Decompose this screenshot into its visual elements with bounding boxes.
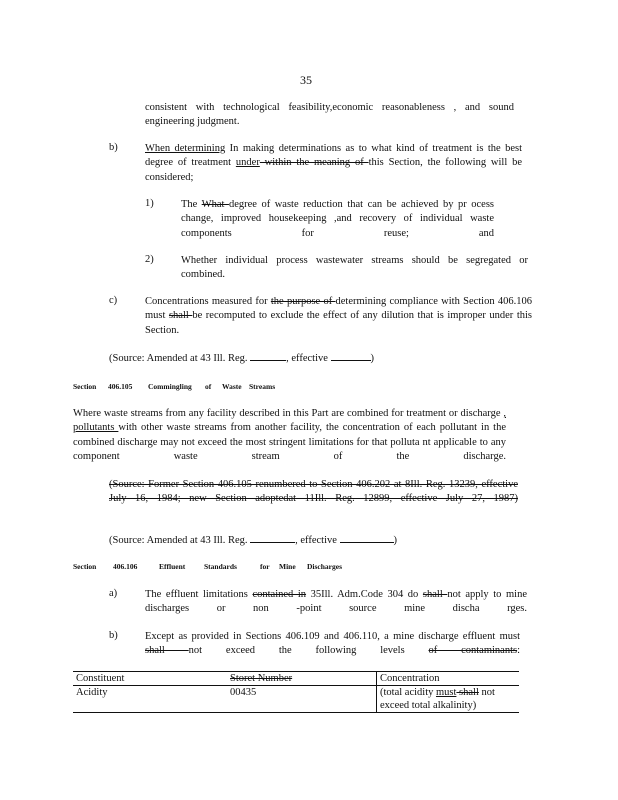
item-b-deleted-within: within the meaning of (259, 157, 369, 169)
item-c-label: c) (109, 295, 118, 306)
source-2-text2: , effective (295, 535, 337, 546)
source-note-2 (109, 533, 397, 546)
source-2-effective-blank (340, 533, 394, 543)
section-106-number: 406.106 (113, 562, 138, 571)
section-105-word: Section (73, 382, 97, 391)
sub-1-deleted: What (201, 199, 229, 210)
section-106-word: Section (73, 562, 97, 571)
source-2-reg-blank (250, 533, 295, 543)
section-105-title-w3: Waste (222, 382, 242, 391)
para-a-line2-block (145, 115, 514, 129)
item-106a-deleted-shall: shall (422, 589, 448, 600)
sub-1-text (181, 198, 494, 255)
item-c-text (145, 295, 532, 352)
effluent-standards-table (73, 671, 519, 713)
header-storet-struck: Storet Number (230, 673, 293, 684)
page-number: 35 (300, 73, 312, 87)
source-1-effective-blank (331, 351, 371, 361)
section-105-heading (73, 382, 313, 391)
section-105-number: 406.105 (108, 382, 133, 391)
item-106a-post: not apply to mine discharges or non -point source mine discha rges. (145, 589, 527, 615)
source-1-text2: , effective (286, 353, 328, 364)
item-c-pre: Concentrations measured for (145, 296, 271, 307)
cell-storet: 00435 (227, 686, 377, 713)
para-a-line1: consistent with technological feasibility,economic reasonableness , and sound (145, 102, 514, 113)
section-105-title-w1: Commingling (148, 382, 192, 391)
cell-constituent: Acidity (73, 686, 227, 713)
sub-1-body: degree of waste reduction that can be achieved by pr ocess change, improved housekeeping ,and recovery of individual waste components for reuse; and (181, 199, 494, 239)
item-106a-deleted-contained: contained in (252, 589, 307, 600)
section-106-title-w3: for (260, 562, 270, 571)
section-106-title-w2: Standards (204, 562, 237, 571)
item-106a-mid: 35Ill. Adm.Code 304 do (306, 589, 423, 600)
source-1-end: ) (370, 353, 375, 364)
item-106b-post: : (517, 645, 520, 657)
item-c-mid: determining compliance with Section 406.106 must (145, 296, 532, 322)
section-106-heading (73, 562, 373, 571)
header-storet-number (227, 672, 377, 686)
item-b-inserted-when: When determining (145, 143, 226, 154)
sub-1-pre: The (181, 199, 202, 210)
struck-source-text: (Source: Former Section 406.105 renumbered to Section 406.202 at 8Ill. Reg. 13239, effective July 16, 1984; new Section adoptedat 11Ill. Reg. 12899, effective July 27, 1987) (109, 479, 518, 505)
item-106b-text (145, 630, 520, 673)
section-106-title-w1: Effluent (159, 562, 186, 571)
sub-1-label: 1) (145, 198, 154, 209)
item-b-label: b) (109, 142, 118, 153)
section-105-post: with other waste streams from another facility, the concentration of each pollutant in the combined discharge may not exceed the most stringent limitations for that polluta nt applicable to any component waste stream of the discharge. (73, 422, 506, 462)
item-c-deleted-shall: shall (168, 310, 193, 322)
conc-inserted-must: must (435, 687, 457, 698)
section-105-paragraph (73, 407, 506, 478)
item-106b-deleted-contaminants: of contaminants (428, 645, 518, 657)
item-106b-deleted-shall: shall (145, 645, 189, 657)
conc-deleted-shall: shall (456, 687, 479, 698)
section-105-pre: Where waste streams from any facility described in this Part are combined for treatment or discharge (73, 408, 504, 419)
item-106a-label: a) (109, 588, 118, 599)
item-106b-mid: not exceed the following levels (188, 645, 429, 657)
source-2-end: ) (393, 535, 398, 546)
section-105-title-w4: Streams (249, 382, 276, 391)
section-105-inserted: , pollutants (73, 408, 506, 434)
item-c-post: be recomputed to exclude the effect of any dilution that is improper under this Section. (145, 310, 532, 336)
header-concentration: Concentration (377, 672, 520, 686)
item-c-deleted-purpose: the purpose of (270, 296, 336, 307)
sub-2-label: 2) (145, 254, 154, 265)
para-a-line2: engineering judgment. (145, 116, 240, 127)
item-b-text (145, 142, 522, 199)
item-106b-label: b) (109, 630, 118, 641)
table-row (73, 686, 519, 713)
item-b-text2: this Section, the following will be considered; (145, 157, 522, 183)
item-106a-text (145, 588, 527, 631)
conc-post: not exceed total alkalinity) (380, 687, 495, 711)
struck-source-note (109, 478, 518, 521)
source-note-1 (109, 351, 374, 364)
conc-pre: (total acidity (380, 687, 436, 698)
table-header-row (73, 672, 519, 686)
section-106-title-w4: Mine (279, 562, 296, 571)
item-106b-pre: Except as provided in Sections 406.109 and 406.110, a mine discharge effluent must (145, 631, 520, 642)
cell-concentration (377, 686, 520, 713)
item-106a-pre: The effluent limitations (145, 589, 253, 600)
item-b-inserted-under: under (235, 157, 260, 169)
item-b-text1: In making determinations as to what kind of treatment is the best degree of treatment (145, 143, 522, 169)
sub-2-text: Whether individual process wastewater streams should be segregated or combined. (181, 255, 528, 281)
source-1-reg-blank (250, 351, 286, 361)
section-106-title-w5: Discharges (307, 562, 342, 571)
header-constituent: Constituent (73, 672, 227, 686)
source-1-text1: (Source: Amended at 43 Ill. Reg. (109, 353, 248, 364)
source-2-text1: (Source: Amended at 43 Ill. Reg. (109, 535, 248, 546)
section-105-title-w2: of (205, 382, 212, 391)
